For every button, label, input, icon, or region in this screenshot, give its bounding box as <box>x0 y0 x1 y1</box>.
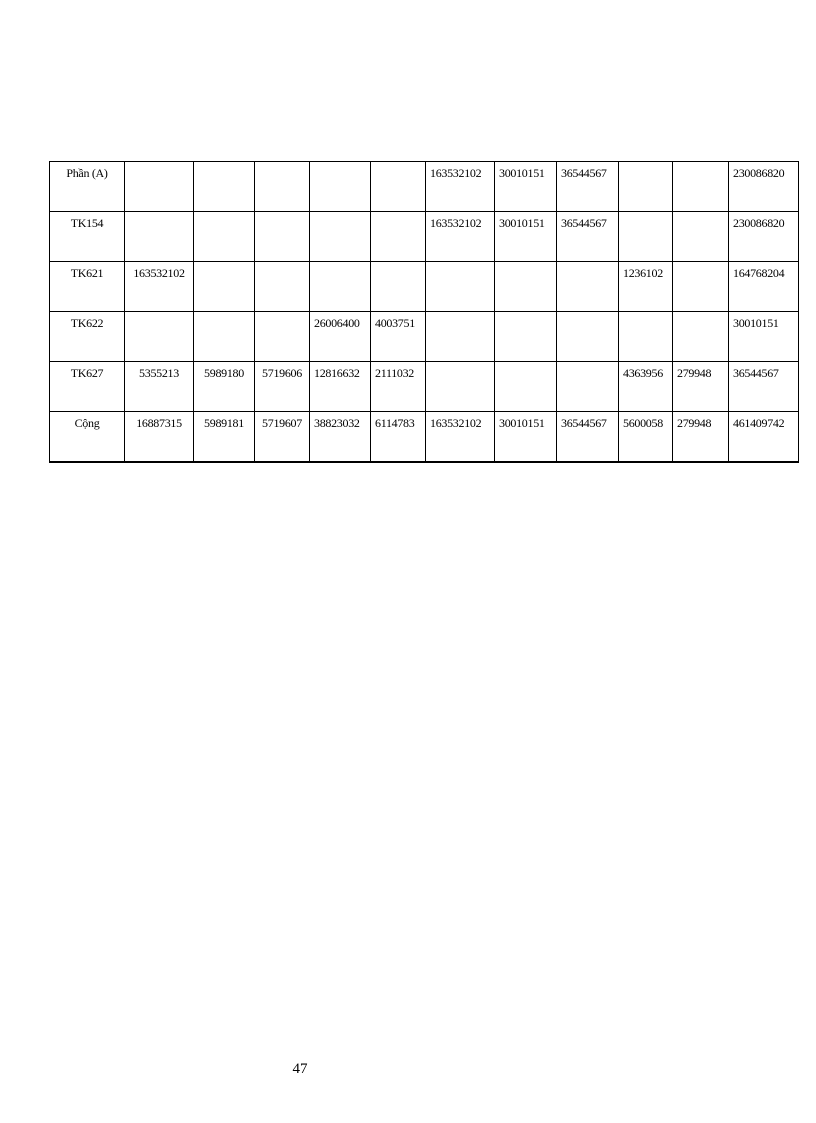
table-cell: 5989180 <box>194 362 255 412</box>
table-cell <box>194 212 255 262</box>
table-cell <box>557 362 619 412</box>
table-row <box>50 362 799 412</box>
table-cell: 16887315 <box>125 412 194 463</box>
table-cell: 5355213 <box>125 362 194 412</box>
table-cell: 4003751 <box>371 312 426 362</box>
table-row <box>50 262 799 312</box>
table-cell <box>495 362 557 412</box>
table-cell: 2111032 <box>371 362 426 412</box>
table-cell: 4363956 <box>619 362 673 412</box>
table-cell <box>371 212 426 262</box>
table-cell <box>673 162 729 212</box>
table-cell <box>426 362 495 412</box>
table-cell <box>495 262 557 312</box>
table-cell <box>673 262 729 312</box>
table-row <box>50 212 799 262</box>
table-cell: 5719606 <box>255 362 310 412</box>
table-cell <box>673 312 729 362</box>
table-cell: 6114783 <box>371 412 426 463</box>
table-cell: 26006400 <box>310 312 371 362</box>
table-cell <box>619 162 673 212</box>
table-cell <box>619 212 673 262</box>
table-cell: 5719607 <box>255 412 310 463</box>
table-row-total <box>50 412 799 463</box>
table-cell <box>125 162 194 212</box>
table-cell: 230086820 <box>729 162 799 212</box>
table-cell: 163532102 <box>125 262 194 312</box>
table-cell: 30010151 <box>495 212 557 262</box>
table-cell: 163532102 <box>426 162 495 212</box>
table-cell: 36544567 <box>557 412 619 463</box>
table-cell <box>255 162 310 212</box>
table-cell <box>255 262 310 312</box>
table-cell <box>619 312 673 362</box>
table-cell <box>426 312 495 362</box>
table-cell: 30010151 <box>495 412 557 463</box>
table-cell <box>426 262 495 312</box>
table-cell <box>255 312 310 362</box>
table-cell: 30010151 <box>495 162 557 212</box>
cost-allocation-table <box>49 161 799 463</box>
table-row <box>50 312 799 362</box>
table-cell: 5989181 <box>194 412 255 463</box>
table-cell <box>673 212 729 262</box>
table-cell <box>371 162 426 212</box>
table-cell: 38823032 <box>310 412 371 463</box>
table-cell: 163532102 <box>426 412 495 463</box>
table-cell <box>255 212 310 262</box>
table-cell <box>194 162 255 212</box>
table-cell: 5600058 <box>619 412 673 463</box>
table-cell <box>194 262 255 312</box>
table-cell: 279948 <box>673 362 729 412</box>
row-label: Phần (A) <box>50 162 125 212</box>
table-cell: 12816632 <box>310 362 371 412</box>
table-cell <box>125 212 194 262</box>
table-cell <box>371 262 426 312</box>
table-cell: 30010151 <box>729 312 799 362</box>
table-cell: 230086820 <box>729 212 799 262</box>
row-label: Cộng <box>50 412 125 463</box>
row-label: TK627 <box>50 362 125 412</box>
table-cell <box>557 312 619 362</box>
table-cell: 163532102 <box>426 212 495 262</box>
row-label: TK622 <box>50 312 125 362</box>
table-cell: 36544567 <box>557 162 619 212</box>
table-cell <box>125 312 194 362</box>
table-cell <box>310 212 371 262</box>
table-row <box>50 162 799 212</box>
table-cell: 164768204 <box>729 262 799 312</box>
table-cell <box>310 162 371 212</box>
table-cell <box>194 312 255 362</box>
table-cell <box>495 312 557 362</box>
table-cell: 36544567 <box>729 362 799 412</box>
page-number: 47 <box>292 1061 308 1077</box>
table-cell: 461409742 <box>729 412 799 463</box>
row-label: TK154 <box>50 212 125 262</box>
table-cell: 1236102 <box>619 262 673 312</box>
table-cell: 279948 <box>673 412 729 463</box>
table-cell <box>557 262 619 312</box>
row-label: TK621 <box>50 262 125 312</box>
table-cell: 36544567 <box>557 212 619 262</box>
table-cell <box>310 262 371 312</box>
